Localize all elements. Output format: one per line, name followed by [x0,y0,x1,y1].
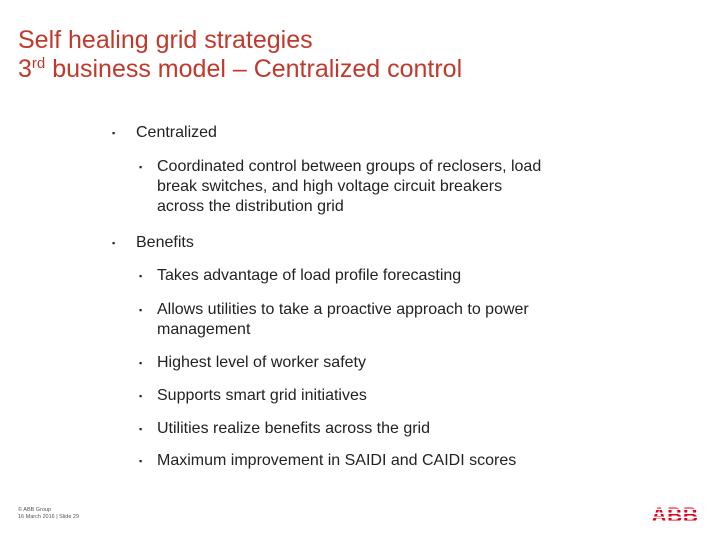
bullet-glyph-icon: ▪ [139,456,143,466]
sub-bullet-benefit-1 [139,266,461,286]
abb-logo [648,502,702,526]
sub-bullet-benefit-5 [139,419,430,439]
abb-logo-text: ABB [651,504,699,526]
bullet-glyph-icon: ▪ [112,128,116,138]
bullet-text: Benefits [136,234,194,251]
bullet-line: Coordinated control between groups of reclosers, load [157,158,542,175]
slide-footer [18,507,79,521]
sub-bullet-benefit-3 [139,353,366,373]
bullet-line: management [157,321,251,338]
sub-bullet-benefit-6 [139,451,516,471]
bullet-text: Centralized [136,124,217,141]
sub-bullet-benefit-2 [139,300,529,340]
sub-bullet-benefit-4 [139,386,367,406]
bullet-glyph-icon: ▪ [139,391,143,401]
bullet-glyph-icon: ▪ [139,305,143,315]
bullet-glyph-icon: ▪ [139,162,143,172]
title-number: 3 [18,55,32,83]
bullet-glyph-icon: ▪ [139,358,143,368]
title-line-1: Self healing grid strategies [18,26,313,54]
bullet-glyph-icon: ▪ [112,238,116,248]
bullet-text: Highest level of worker safety [157,354,366,371]
bullet-line: Allows utilities to take a proactive approach to power [157,301,529,318]
bullet-glyph-icon: ▪ [139,424,143,434]
bullet-benefits [112,233,194,253]
bullet-text: Supports smart grid initiatives [157,387,367,404]
title-superscript: rd [31,55,46,72]
bullet-line: break switches, and high voltage circuit breakers [157,178,503,195]
bullet-glyph-icon: ▪ [139,271,143,281]
footer-copyright: © ABB Group [18,507,52,513]
bullet-text: Utilities realize benefits across the grid [157,420,431,437]
bullet-centralized [112,123,217,143]
bullet-line: across the distribution grid [157,198,344,215]
bullet-text: Maximum improvement in SAIDI and CAIDI scores [157,452,517,469]
footer-date-slide: 16 March 2016 | Slide 29 [18,514,80,520]
bullet-text [157,157,541,217]
sub-bullet-coordinated-control [139,157,541,217]
title-line-2-text: business model – Centralized control [45,55,463,83]
bullet-text [157,300,529,340]
bullet-text: Takes advantage of load profile forecasting [157,267,462,284]
